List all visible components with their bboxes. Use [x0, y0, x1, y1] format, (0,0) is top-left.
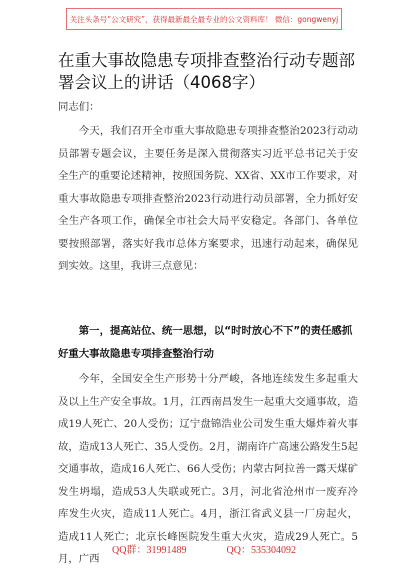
footer-qq: QQ：535304092: [226, 545, 296, 556]
section-heading-1: 第一，提高站位、统一思想，以“时时放心不下”的责任感抓好重大事故隐患专项排查整治行动: [58, 325, 353, 360]
salutation: 同志们：: [58, 101, 100, 113]
document-title: 在重大事故隐患专项排查整治行动专题部署会议上的讲话（4068字）: [58, 51, 355, 92]
paragraph-situation: 今年，全国安全生产形势十分严峻，各地连续发生多起重大及以上生产安全事故。1月，江西南昌发生一起重大交通事故，造成19人死亡、20人受伤；辽宁盘锦浩业公司发生重大爆炸着火事故，造成13人死亡、35人受伤。2月，湖南许广高速公路发生5起交通事故，造成16人死亡、66人受伤；内蒙古阿拉善一露天煤矿发生坍塌，造成53人失联或死亡。3月，河北省沧州市一废弃冷库发生火灾，造成11人死亡。4月，浙江省武义县一厂房起火，造成11人死亡；北京长峰医院发生重大火灾，造成29人死亡。5月，广西: [58, 373, 358, 565]
header-banner: [66, 8, 342, 30]
paragraph-intro: 今天，我们召开全市重大事故隐患专项排查整治2023行动动员部署专题会议，主要任务是深入贯彻落实习近平总书记关于安全生产的重要论述精神，按照国务院、XX省、XX市工作要求，对重大事故隐患专项排查整治2023行动进行动员部署，全力抓好安全生产各项工作，确保全市社会大局平安稳定。各部门、各单位要按照部署，落实好我市总体方案要求，迅速行动起来，确保见到实效。这里，我讲三点意见：: [58, 125, 358, 272]
footer-qq-group: QQ群：31991489: [112, 545, 187, 556]
banner-text: 关注头条号“公文研究”，获得最新最全最专业的公文资料库！ 微信：gongwenyj: [69, 14, 339, 24]
footer-contact: [0, 541, 408, 556]
